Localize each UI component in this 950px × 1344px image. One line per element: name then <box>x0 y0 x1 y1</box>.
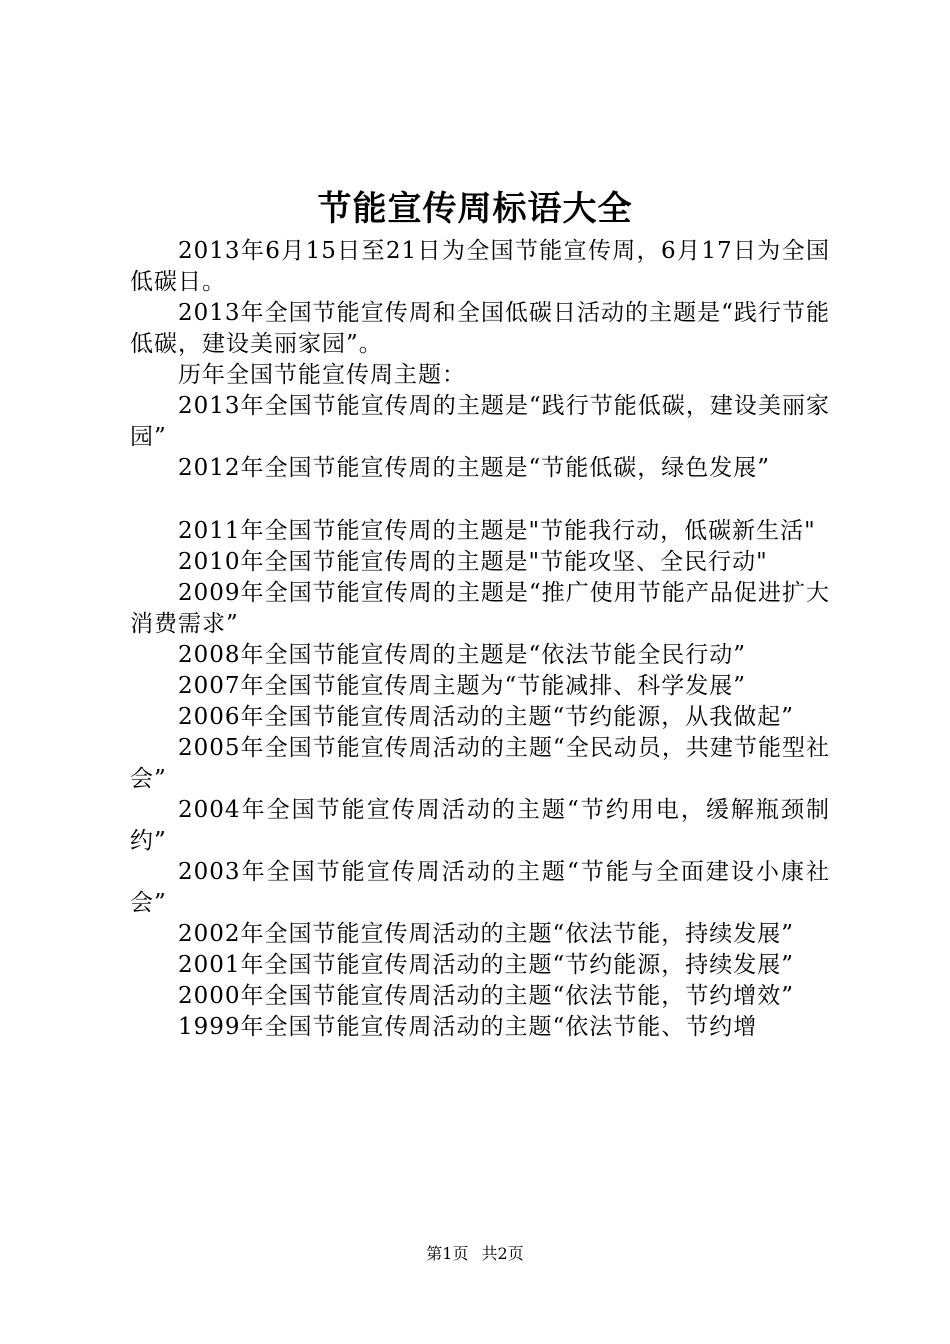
paragraph: 历年全国节能宣传周主题： <box>178 362 466 388</box>
page-footer <box>0 1243 950 1265</box>
paragraph: 2001年全国节能宣传周活动的主题“节约能源，持续发展” <box>178 952 795 978</box>
paragraph: 2009年全国节能宣传周的主题是“推广使用节能产品促进扩大消费需求” <box>130 580 830 637</box>
paragraph: 2003年全国节能宣传周活动的主题“节能与全面建设小康社会” <box>130 859 830 916</box>
document-title: 节能宣传周标语大全 <box>317 189 633 229</box>
paragraph: 2004年全国节能宣传周活动的主题“节约用电，缓解瓶颈制约” <box>130 797 830 854</box>
paragraph: 2013年全国节能宣传周的主题是“践行节能低碳，建设美丽家园” <box>130 393 830 450</box>
paragraph: 2012年全国节能宣传周的主题是“节能低碳，绿色发展” <box>178 455 771 481</box>
paragraph: 2002年全国节能宣传周活动的主题“依法节能，持续发展” <box>178 921 795 947</box>
paragraph: 2013年全国节能宣传周和全国低碳日活动的主题是“践行节能低碳，建设美丽家园”。 <box>130 300 830 357</box>
blank-line <box>130 484 830 516</box>
paragraph: 2010年全国节能宣传周的主题是"节能攻坚、全民行动" <box>178 549 768 575</box>
paragraph: 2005年全国节能宣传周活动的主题“全民动员，共建节能型社会” <box>130 735 830 792</box>
page-total: 共2页 <box>481 1244 524 1263</box>
paragraph: 2011年全国节能宣传周的主题是"节能我行动，低碳新生活" <box>178 518 816 544</box>
paragraph: 2006年全国节能宣传周活动的主题“节约能源，从我做起” <box>178 704 795 730</box>
paragraph: 2013年6月15日至21日为全国节能宣传周，6月17日为全国低碳日。 <box>130 238 830 295</box>
page-number: 第1页 <box>426 1244 469 1263</box>
paragraph: 2000年全国节能宣传周活动的主题“依法节能，节约增效” <box>178 983 795 1009</box>
paragraph: 2008年全国节能宣传周的主题是“依法节能全民行动” <box>178 642 747 668</box>
paragraph: 1999年全国节能宣传周活动的主题“依法节能、节约增 <box>178 1014 758 1040</box>
paragraph: 2007年全国节能宣传周主题为“节能减排、科学发展” <box>178 673 747 699</box>
document-body <box>130 236 830 1043</box>
